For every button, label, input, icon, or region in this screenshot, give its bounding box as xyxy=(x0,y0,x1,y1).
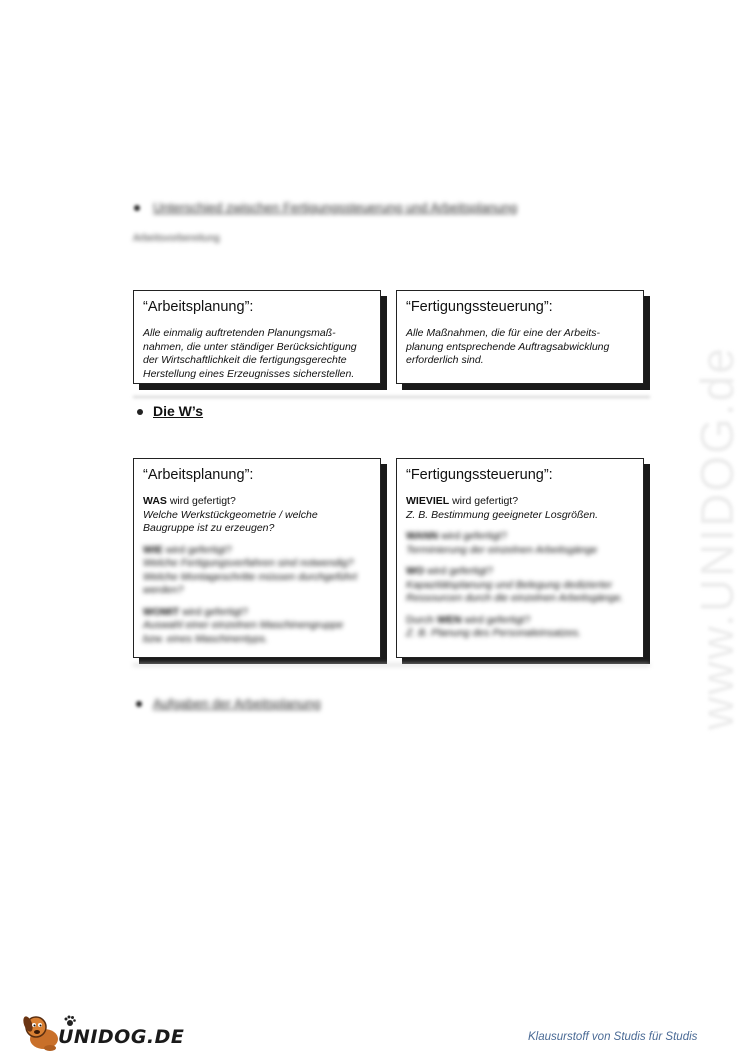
box-arbeitsplanung-ws xyxy=(133,458,381,658)
section-subheading: Arbeitsvorbereitung xyxy=(133,233,220,244)
blurred-content: WIE wird gefertigt? Welche Fertigungsverfahren sind notwendig? Welche Montageschritte müssen durchgeführt werden? WOMIT wird gefertigt? Auswahl einer einzelnen Maschinengruppe bzw. eines Maschinentyps. xyxy=(143,543,357,645)
bullet-icon xyxy=(137,409,143,415)
was-block: WAS wird gefertigt? Welche Werkstückgeometrie / welche Baugruppe ist zu erzeugen? xyxy=(143,495,318,534)
box-fertigungssteuerung-definition xyxy=(396,290,644,384)
blurred-content: WANN wird gefertigt? Terminierung der einzelnen Arbeitsgänge WO wird gefertigt? Kapazitätsplanung und Belegung dedizierter Ressourcen durch die einzelnen Arbeitsgänge. Durch WEN wird gefertigt? Z. B. Planung des Personaleinsatzes. xyxy=(406,530,624,639)
watermark-text: www.UNIDOG.de xyxy=(691,346,743,730)
box-title: “Fertigungssteuerung”: xyxy=(406,299,553,315)
divider xyxy=(133,396,650,398)
section-heading-unterschied: Unterschied zwischen Fertigungssteuerung und Arbeitsplanung xyxy=(153,200,518,215)
bullet-icon xyxy=(134,205,140,211)
box-title: “Fertigungssteuerung”: xyxy=(406,467,553,483)
footer-tagline: Klausurstoff von Studis für Studis xyxy=(528,1031,698,1043)
divider xyxy=(133,664,650,666)
box-title: “Arbeitsplanung”: xyxy=(143,467,254,483)
box-title: “Arbeitsplanung”: xyxy=(143,299,254,315)
section-heading-die-ws: Die W’s xyxy=(153,403,204,419)
box-arbeitsplanung-definition xyxy=(133,290,381,384)
box-fertigungssteuerung-ws xyxy=(396,458,644,658)
paw-icon xyxy=(64,1014,76,1026)
section-heading-aufgaben: Aufgaben der Arbeitsplanung xyxy=(153,696,321,711)
wieviel-block: WIEVIEL wird gefertigt? Z. B. Bestimmung geeigneter Losgrößen. xyxy=(406,495,599,521)
unidog-logo-text: UNIDOG.DE xyxy=(58,1026,185,1048)
box-definition-text: Alle einmalig auftretenden Planungsmaß- nahmen, die unter ständiger Berücksichtigung der Wirtschaftlichkeit die fertigungsgerechte Herstellung eines Erzeugnisses sicherstellen. xyxy=(143,327,357,380)
box-definition-text: Alle Maßnahmen, die für eine der Arbeits- planung entsprechende Auftragsabwicklung erforderlich sind. xyxy=(406,327,610,366)
bullet-icon xyxy=(136,701,142,707)
